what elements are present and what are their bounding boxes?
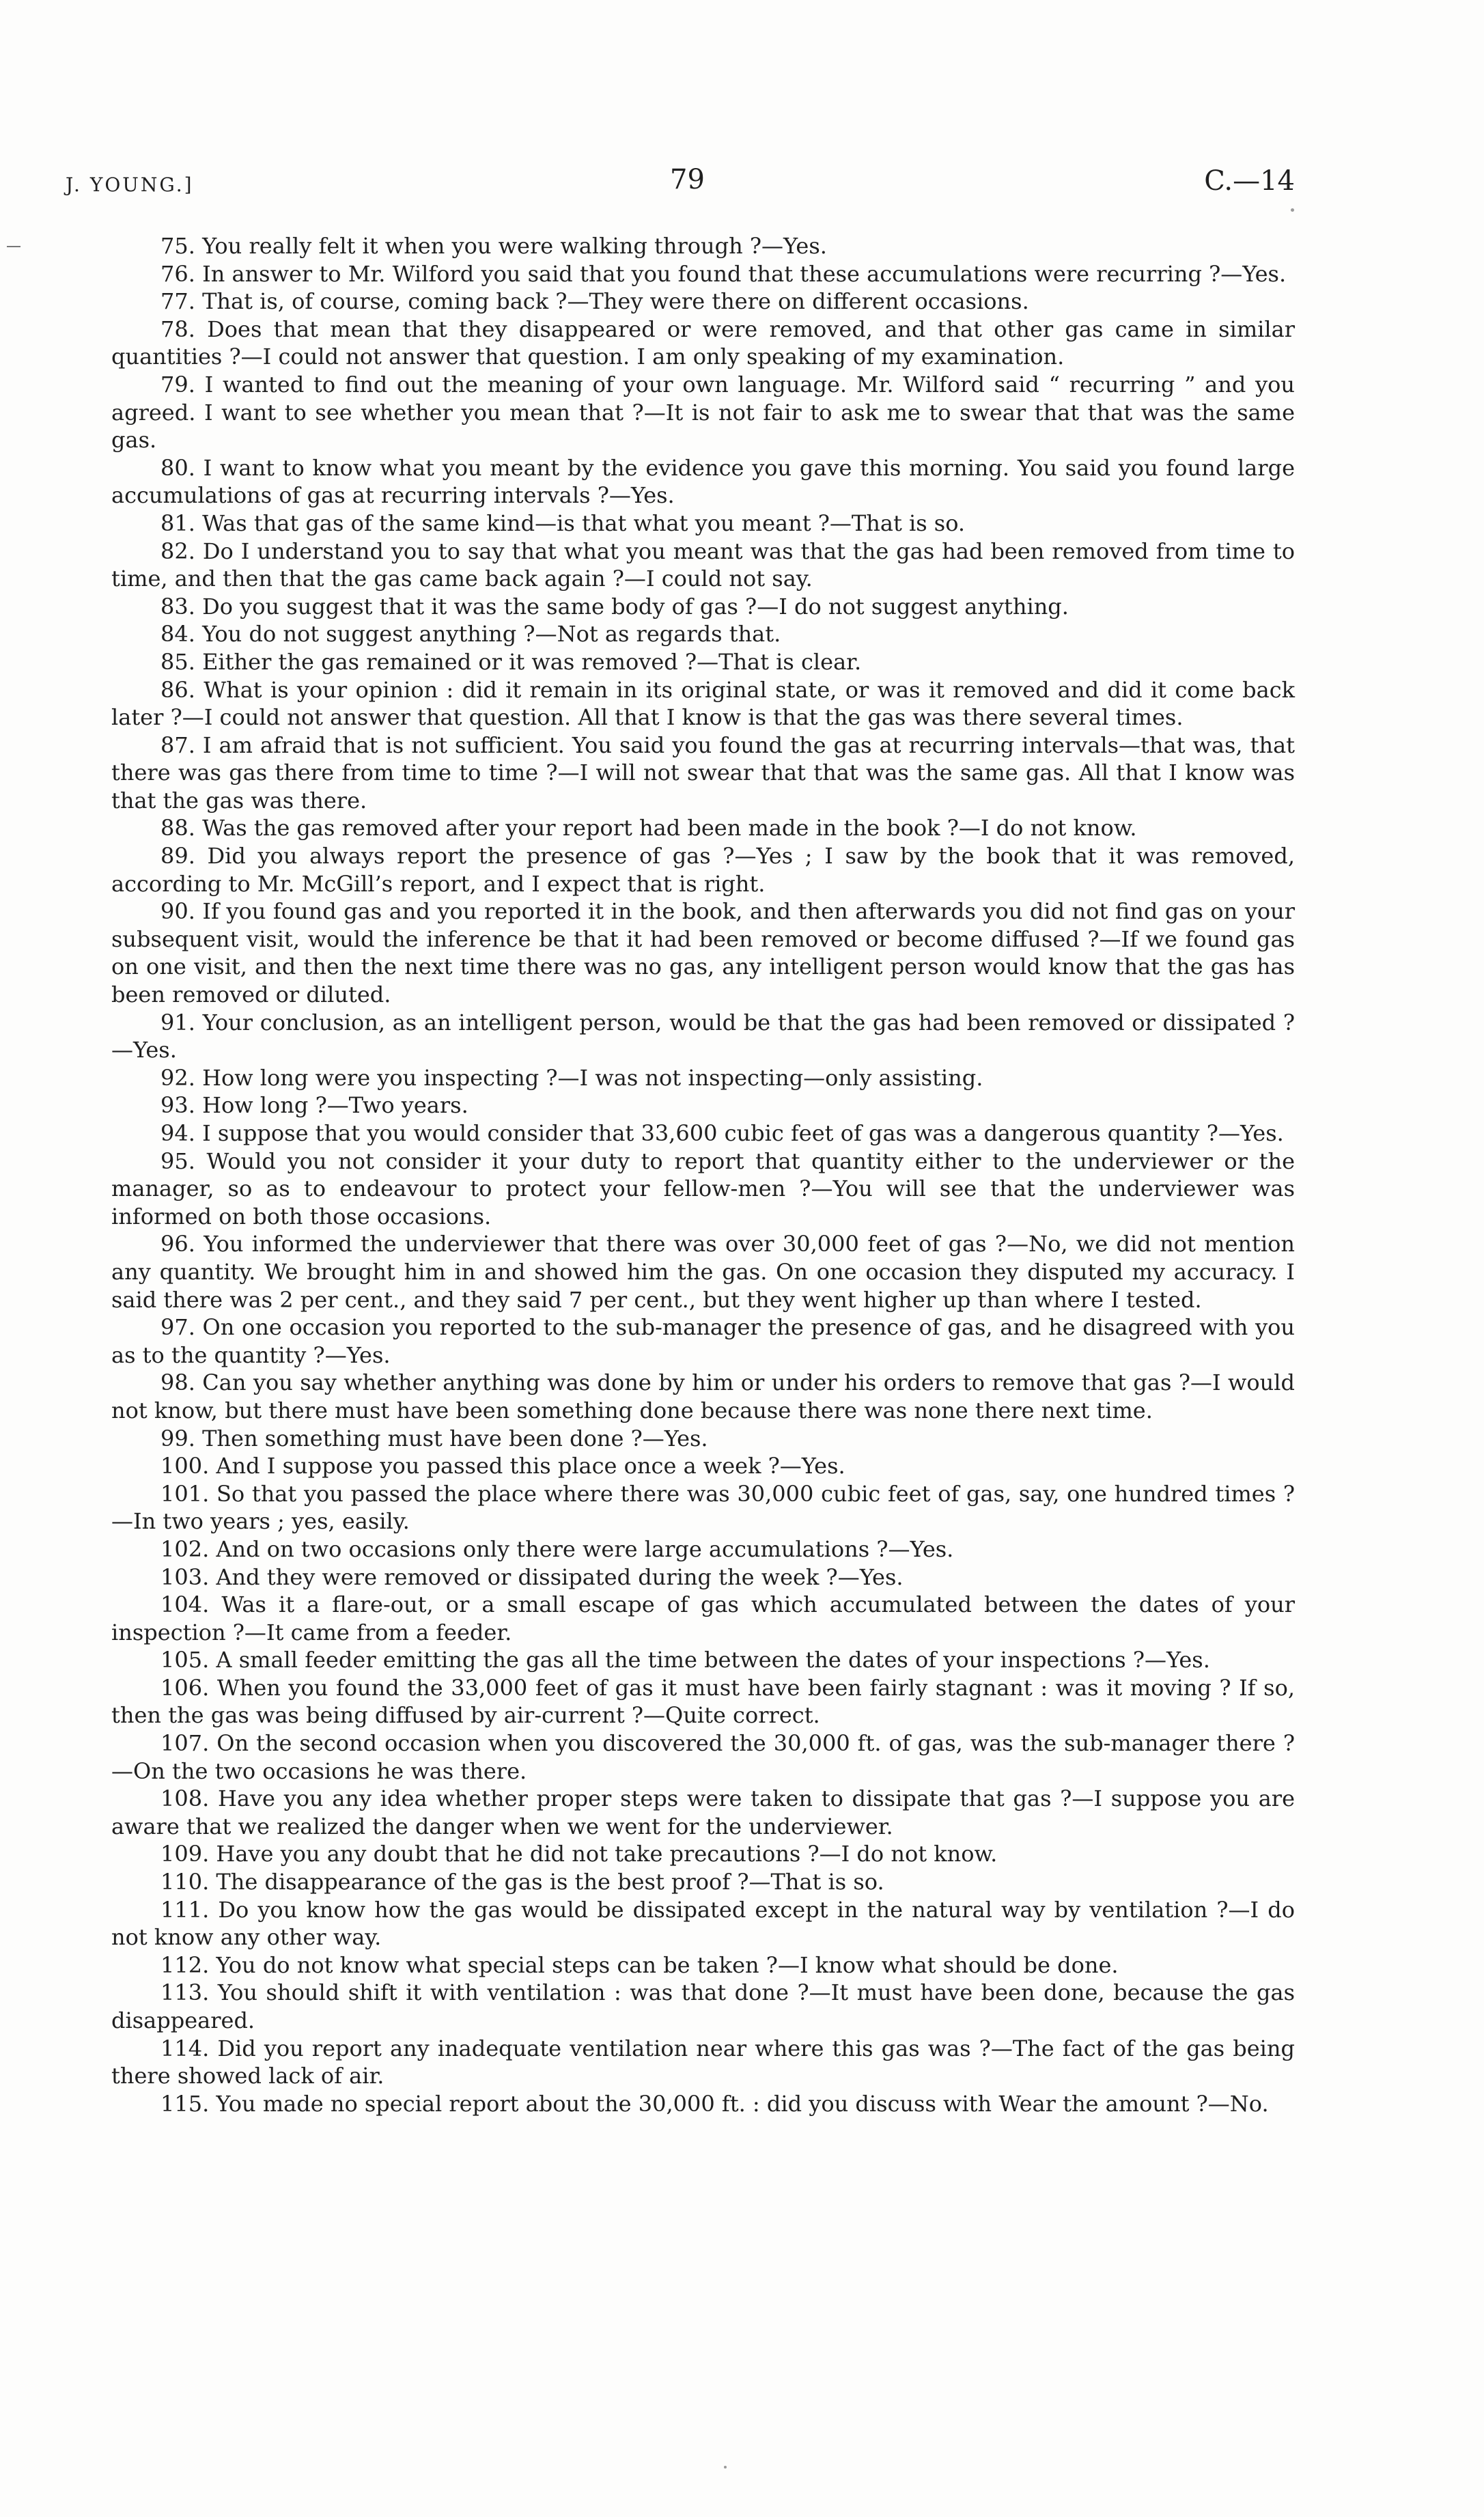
question-79: 79. I wanted to find out the meaning of your own language. Mr. Wilford said “ recurring ” and you agreed. I want to see whether you mean that ?—It is not fair to ask me to swear that that was the same gas.	[111, 371, 1295, 454]
question-105: 105. A small feeder emitting the gas all the time between the dates of your inspections ?—Yes.	[160, 1647, 1210, 1673]
question-94: 94. I suppose that you would consider that 33,600 cubic feet of gas was a dangerous quantity ?—Yes.	[160, 1120, 1284, 1146]
question-108: 108. Have you any idea whether proper steps were taken to dissipate that gas ?—I suppose you are aware that we realized the danger when we went for the underviewer.	[111, 1785, 1295, 1839]
question-97: 97. On one occasion you reported to the sub-manager the presence of gas, and he disagreed with you as to the quantity ?—Yes.	[111, 1314, 1295, 1368]
question-81: 81. Was that gas of the same kind—is that what you meant ?—That is so.	[160, 510, 966, 536]
speck-mark	[724, 2466, 727, 2469]
question-106: 106. When you found the 33,000 feet of gas it must have been fairly stagnant : was it moving ? If so, then the gas was being diffused by air-current ?—Quite correct.	[111, 1674, 1295, 1729]
question-113: 113. You should shift it with ventilation : was that done ?—It must have been done, because the gas disappeared.	[111, 1979, 1295, 2033]
question-114: 114. Did you report any inadequate ventilation near where this gas was ?—The fact of the gas being there showed lack of air.	[111, 2035, 1295, 2089]
question-98: 98. Can you say whether anything was done by him or under his orders to remove that gas ?—I would not know, but there must have been something done because there was none there next time.	[111, 1369, 1295, 1423]
question-102: 102. And on two occasions only there were large accumulations ?—Yes.	[160, 1535, 954, 1562]
question-77: 77. That is, of course, coming back ?—They were there on different occasions.	[160, 288, 1029, 315]
question-111: 111. Do you know how the gas would be dissipated except in the natural way by ventilation ?—I do not know any other way.	[111, 1896, 1295, 1951]
question-89: 89. Did you always report the presence of gas ?—Yes ; I saw by the book that it was removed, according to Mr. McGill’s report, and I expect that is right.	[111, 843, 1295, 897]
question-92: 92. How long were you inspecting ?—I was not inspecting—only assisting.	[160, 1064, 983, 1091]
page-number: 79	[670, 164, 705, 195]
question-86: 86. What is your opinion : did it remain in its original state, or was it removed and did it come back later ?—I could not answer that question. All that I know is that the gas was there several times.	[111, 676, 1295, 731]
speck-mark	[1291, 208, 1294, 212]
question-99: 99. Then something must have been done ?—Yes.	[160, 1425, 708, 1451]
question-76: 76. In answer to Mr. Wilford you said that you found that these accumulations were recurring ?—Yes.	[160, 260, 1287, 287]
question-100: 100. And I suppose you passed this place once a week ?—Yes.	[160, 1453, 845, 1479]
question-80: 80. I want to know what you meant by the evidence you gave this morning. You said you found large accumulations of gas at recurring intervals ?—Yes.	[111, 454, 1295, 509]
question-96: 96. You informed the underviewer that there was over 30,000 feet of gas ?—No, we did not mention any quantity. We brought him in and showed him the gas. On one occasion they disputed my accuracy. I said there was 2 per cent., and they said 7 per cent., but they went higher up than where I tested.	[111, 1231, 1295, 1313]
question-87: 87. I am afraid that is not sufficient. You said you found the gas at recurring intervals—that was, that there was gas there from time to time ?—I will not swear that that was the same gas. All that I know was that the gas was there.	[111, 732, 1295, 813]
question-110: 110. The disappearance of the gas is the best proof ?—That is so.	[160, 1869, 884, 1895]
witness-name: J. YOUNG.]	[66, 173, 194, 196]
question-107: 107. On the second occasion when you discovered the 30,000 ft. of gas, was the sub-manager there ?—On the two occasions he was there.	[111, 1730, 1295, 1784]
question-95: 95. Would you not consider it your duty to report that quantity either to the underviewer or the manager, so as to endeavour to protect your fellow-men ?—You will see that the underviewer was informed on both those occasions.	[111, 1148, 1295, 1229]
question-82: 82. Do I understand you to say that what you meant was that the gas had been removed from time to time, and then that the gas came back again ?—I could not say.	[111, 538, 1295, 592]
question-115: 115. You made no special report about the 30,000 ft. : did you discuss with Wear the amount ?—No.	[160, 2090, 1269, 2117]
question-75: 75. You really felt it when you were walking through ?—Yes.	[160, 233, 827, 259]
question-112: 112. You do not know what special steps can be taken ?—I know what should be done.	[160, 1951, 1119, 1978]
question-88: 88. Was the gas removed after your report had been made in the book ?—I do not know.	[160, 815, 1137, 842]
question-84: 84. You do not suggest anything ?—Not as regards that.	[160, 621, 781, 648]
testimony-body	[111, 232, 1295, 2117]
question-78: 78. Does that mean that they disappeared or were removed, and that other gas came in similar quantities ?—I could not answer that question. I am only speaking of my examination.	[111, 316, 1295, 370]
question-101: 101. So that you passed the place where there was 30,000 cubic feet of gas, say, one hundred times ?—In two years ; yes, easily.	[111, 1480, 1295, 1535]
question-85: 85. Either the gas remained or it was removed ?—That is clear.	[160, 648, 862, 675]
question-91: 91. Your conclusion, as an intelligent person, would be that the gas had been removed or dissipated ?—Yes.	[111, 1009, 1295, 1063]
question-93: 93. How long ?—Two years.	[160, 1092, 468, 1119]
running-header	[66, 164, 1295, 205]
question-83: 83. Do you suggest that it was the same body of gas ?—I do not suggest anything.	[160, 593, 1069, 620]
question-90: 90. If you found gas and you reported it in the book, and then afterwards you did not find gas on your subsequent visit, would the inference be that it had been removed or become diffused ?—If we found gas on one visit, and then the next time there was no gas, any intelligent person would know that the gas has been removed or diluted.	[111, 898, 1295, 1008]
question-103: 103. And they were removed or dissipated during the week ?—Yes.	[160, 1563, 904, 1590]
question-109: 109. Have you any doubt that he did not take precautions ?—I do not know.	[160, 1841, 998, 1867]
margin-mark	[7, 246, 20, 247]
document-id: C.—14	[1204, 165, 1295, 197]
question-104: 104. Was it a flare-out, or a small escape of gas which accumulated between the dates of your inspection ?—It came from a feeder.	[111, 1591, 1295, 1645]
